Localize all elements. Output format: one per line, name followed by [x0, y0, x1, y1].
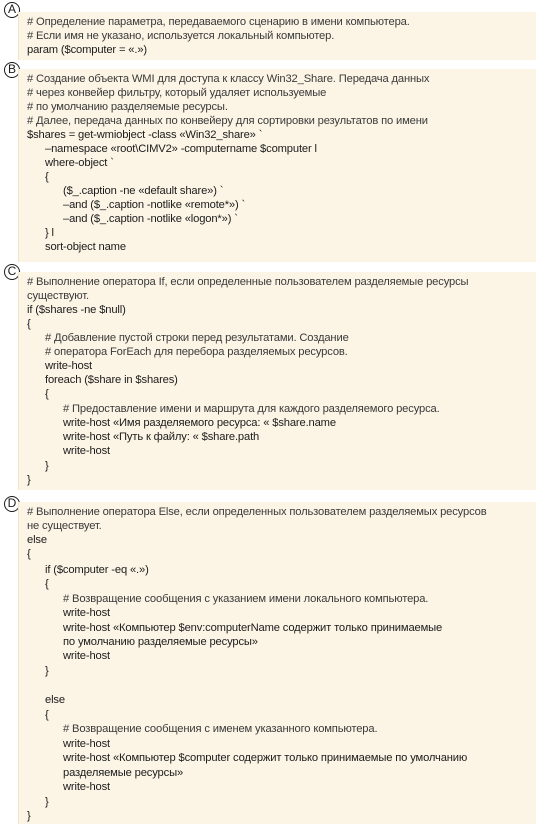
- code-line: else: [45, 694, 65, 706]
- block-a-label: A: [4, 2, 20, 18]
- code-line: # Определение параметра, передаваемого сценарию в имени компьютера.: [27, 16, 410, 28]
- code-line: write-host: [63, 607, 110, 619]
- code-block-c: [18, 272, 536, 490]
- code-line: write-host «Имя разделяемого ресурса: « $share.name: [63, 417, 336, 429]
- code-line: $shares = get-wmiobject -class «Win32_share» `: [27, 129, 263, 141]
- code-line: # по умолчанию разделяемые ресурсы.: [27, 101, 228, 113]
- code-line: }: [27, 810, 31, 822]
- block-d-label: D: [4, 496, 20, 512]
- code-line: write-host: [63, 738, 110, 750]
- code-line: # Далее, передача данных по конвейеру для сортировки результатов по имени: [27, 115, 428, 127]
- code-line: if ($computer -eq «.»): [45, 564, 149, 576]
- code-line: write-host «Путь к файлу: « $share.path: [63, 431, 260, 443]
- code-line: {: [27, 318, 31, 330]
- code-line: существуют.: [27, 290, 89, 302]
- code-line: write-host «Компьютер $env:computerName содержит только принимаемые: [63, 622, 443, 634]
- code-line: не существует.: [27, 520, 102, 532]
- code-line: # через конвейер фильтру, который удаляет используемые: [27, 87, 327, 99]
- code-line: {: [45, 171, 49, 183]
- code-line: write-host: [63, 445, 110, 457]
- code-line: else: [27, 534, 47, 546]
- code-line: # Если имя не указано, используется локальный компьютер.: [27, 30, 335, 42]
- code-line: разделяемые ресурсы»: [63, 767, 184, 779]
- code-line: }: [45, 665, 49, 677]
- code-line: # Добавление пустой строки перед результатами. Создание: [45, 332, 349, 344]
- code-line: }: [45, 796, 49, 808]
- code-line: # Выполнение оператора Else, если определенных пользователем разделяемых ресурсов: [27, 506, 487, 518]
- code-line: }: [27, 474, 31, 486]
- code-line: write-host «Компьютер $computer содержит только принимаемые по умолчанию: [63, 752, 468, 764]
- code-line: sort-object name: [45, 241, 126, 253]
- code-line: foreach ($share in $shares): [45, 374, 178, 386]
- block-c-label: C: [4, 264, 20, 280]
- code-line: param ($computer = «.»): [27, 44, 147, 56]
- code-line: ($_.caption -ne «default share») `: [63, 185, 224, 197]
- code-line: {: [45, 709, 49, 721]
- code-line: write-host: [63, 650, 110, 662]
- code-line: # Создание объекта WMI для доступа к классу Win32_Share. Передача данных: [27, 73, 430, 85]
- code-line: } l: [45, 227, 54, 239]
- code-line: write-host: [63, 781, 110, 793]
- code-block-b: [18, 69, 536, 262]
- code-block-d: [18, 502, 536, 824]
- code-line: {: [45, 388, 49, 400]
- code-line: # Возвращение сообщения с именем указанного компьютера.: [63, 723, 378, 735]
- code-line: if ($shares -ne $null): [27, 304, 126, 316]
- code-line: # Предоставление имени и маршрута для каждого разделяемого ресурса.: [63, 403, 440, 415]
- block-b-label: B: [4, 62, 20, 78]
- code-line: –and ($_.caption -notlike «remote*») `: [63, 199, 246, 211]
- code-line: # оператора ForEach для перебора разделяемых ресурсов.: [45, 346, 348, 358]
- code-line: # Выполнение оператора If, если определенные пользователем разделяемые ресурсы: [27, 276, 469, 288]
- code-line: # Возвращение сообщения с указанием имени локального компьютера.: [63, 593, 429, 605]
- code-line: where-object `: [45, 157, 114, 169]
- code-line: write-host: [45, 360, 92, 372]
- code-block-a: [18, 12, 536, 60]
- code-line: –and ($_.caption -notlike «logon*») `: [63, 213, 238, 225]
- code-line: {: [45, 578, 49, 590]
- code-line: –namespace «root\CIMV2» -computername $computer l: [45, 143, 317, 155]
- code-line: }: [45, 460, 49, 472]
- code-line: {: [27, 548, 31, 560]
- code-line: по умолчанию разделяемые ресурсы»: [63, 636, 258, 648]
